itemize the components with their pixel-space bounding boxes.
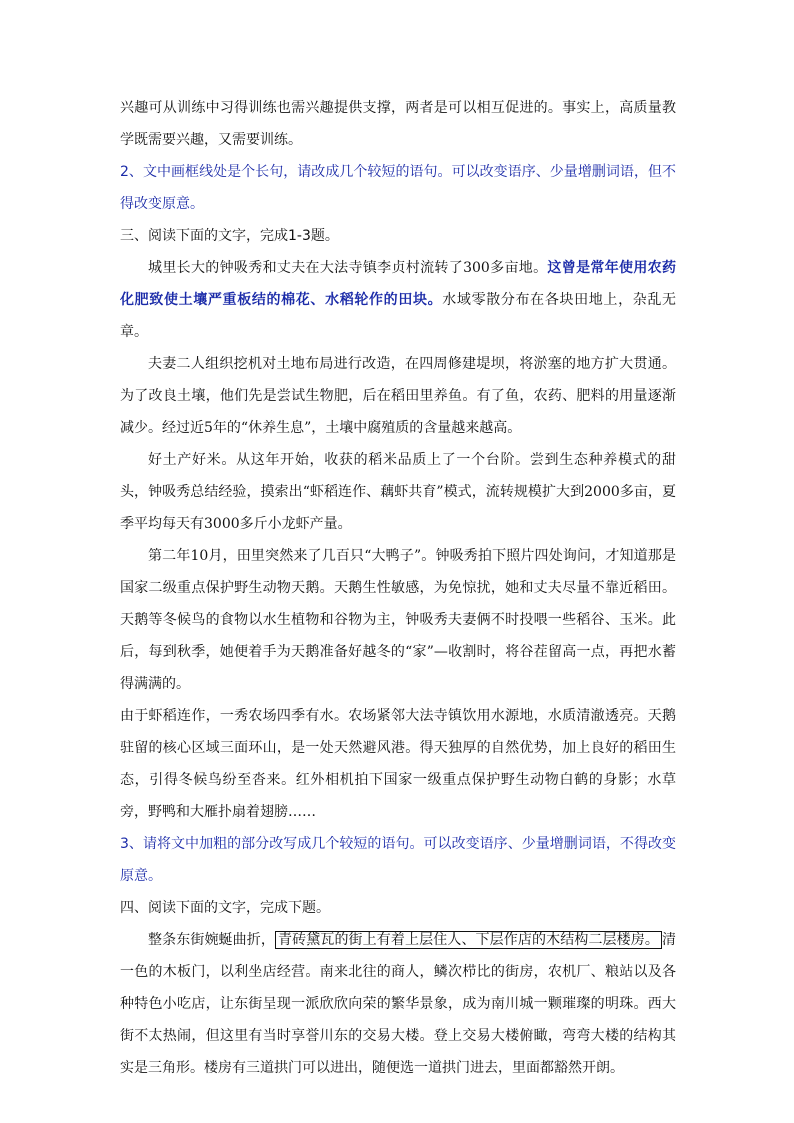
bold-sentence: 这曾是常年使用农药化肥致使土壤严重板结的棉花、水稻轮作的田块。 bbox=[120, 260, 676, 308]
farm-intro-text: 城里长大的钟吸秀和丈夫在大法寺镇李贞村流转了300多亩地。 bbox=[148, 260, 548, 276]
question-3: 3、请将文中加粗的部分改写成几个较短的语句。可以改变语序、少量增删词语，不得改变原意。 bbox=[120, 836, 676, 884]
section-3-heading: 三、阅读下面的文字，完成1-3题。 bbox=[120, 228, 339, 244]
paragraph-swans: 第二年10月，田里突然来了几百只“大鸭子”。钟吸秀拍下照片四处询问，才知道那是国家二级重点保护野生动物天鹅。天鹅生性敏感，为免惊扰，她和丈夫尽量不靠近稻田。天鹅等冬候鸟的食物以水生植物和谷物为主，钟吸秀夫妻俩不时投喂一些稻谷、玉米。此后，每到秋季，她便着手为天鹅准备好越冬的“家”—收割时，将谷茬留高一点，再把水蓄得满满的。 bbox=[120, 548, 676, 692]
farm-water-text: 水域零散分布在各块田地上，杂乱无章。 bbox=[120, 292, 677, 340]
paragraph-soil-improvement: 夫妻二人组织挖机对土地布局进行改造，在四周修建堤坝，将淤塞的地方扩大贯通。为了改良土壤，他们先是尝试生物肥，后在稻田里养鱼。有了鱼，农药、肥料的用量逐渐减少。经过近5年的“休养生息”，土壤中腐殖质的含量越来越高。 bbox=[120, 356, 676, 436]
section-4-heading: 四、阅读下面的文字，完成下题。 bbox=[120, 900, 330, 916]
paragraph-east-street bbox=[120, 924, 676, 1084]
east-street-text: 清一色的木板门，以利坐店经营。南来北往的商人，鳞次栉比的街房，农机厂、粮站以及各种特色小吃店，让东街呈现一派欣欣向荣的繁华景象，成为南川城一颗璀璨的明珠。西大街不太热闹，但这里有当时享誉川东的交易大楼。登上交易大楼俯瞰，弯弯大楼的结构其实是三角形。楼房有三道拱门可以进出，随便选一道拱门进去，里面都豁然开朗。 bbox=[120, 932, 676, 1076]
paragraph-intro: 兴趣可从训练中习得训练也需兴趣提供支撑，两者是可以相互促进的。事实上，高质量教学既需要兴趣，又需要训练。 bbox=[120, 100, 676, 148]
east-street-opening: 整条东街婉蜒曲折， bbox=[148, 932, 275, 948]
paragraph-rice-quality: 好土产好米。从这年开始，收获的稻米品质上了一个台阶。尝到生态种养模式的甜头，钟吸秀总结经验，摸索出“虾稻连作、藕虾共育”模式，流转规模扩大到2000多亩，夏季平均每天有3000多斤小龙虾产量。 bbox=[120, 452, 676, 532]
paragraph-ecology: 由于虾稻连作，一秀农场四季有水。农场紧邻大法寺镇饮用水源地，水质清澈透亮。天鹅驻留的核心区域三面环山，是一处天然避风港。得天独厚的自然优势，加上良好的稻田生态，引得冬候鸟纷至沓来。红外相机拍下国家一级重点保护野生动物白鹤的身影；水草旁，野鸭和大雁扑扇着翅膀…… bbox=[120, 708, 676, 820]
paragraph-farm-intro bbox=[120, 252, 676, 348]
boxed-long-sentence: 青砖黛瓦的街上有着上层住人、下层作店的木结构二层楼房。 bbox=[275, 931, 662, 949]
question-2: 2、文中画框线处是个长句，请改成几个较短的语句。可以改变语序、少量增删词语，但不得改变原意。 bbox=[120, 164, 676, 212]
document-page bbox=[120, 92, 676, 1084]
